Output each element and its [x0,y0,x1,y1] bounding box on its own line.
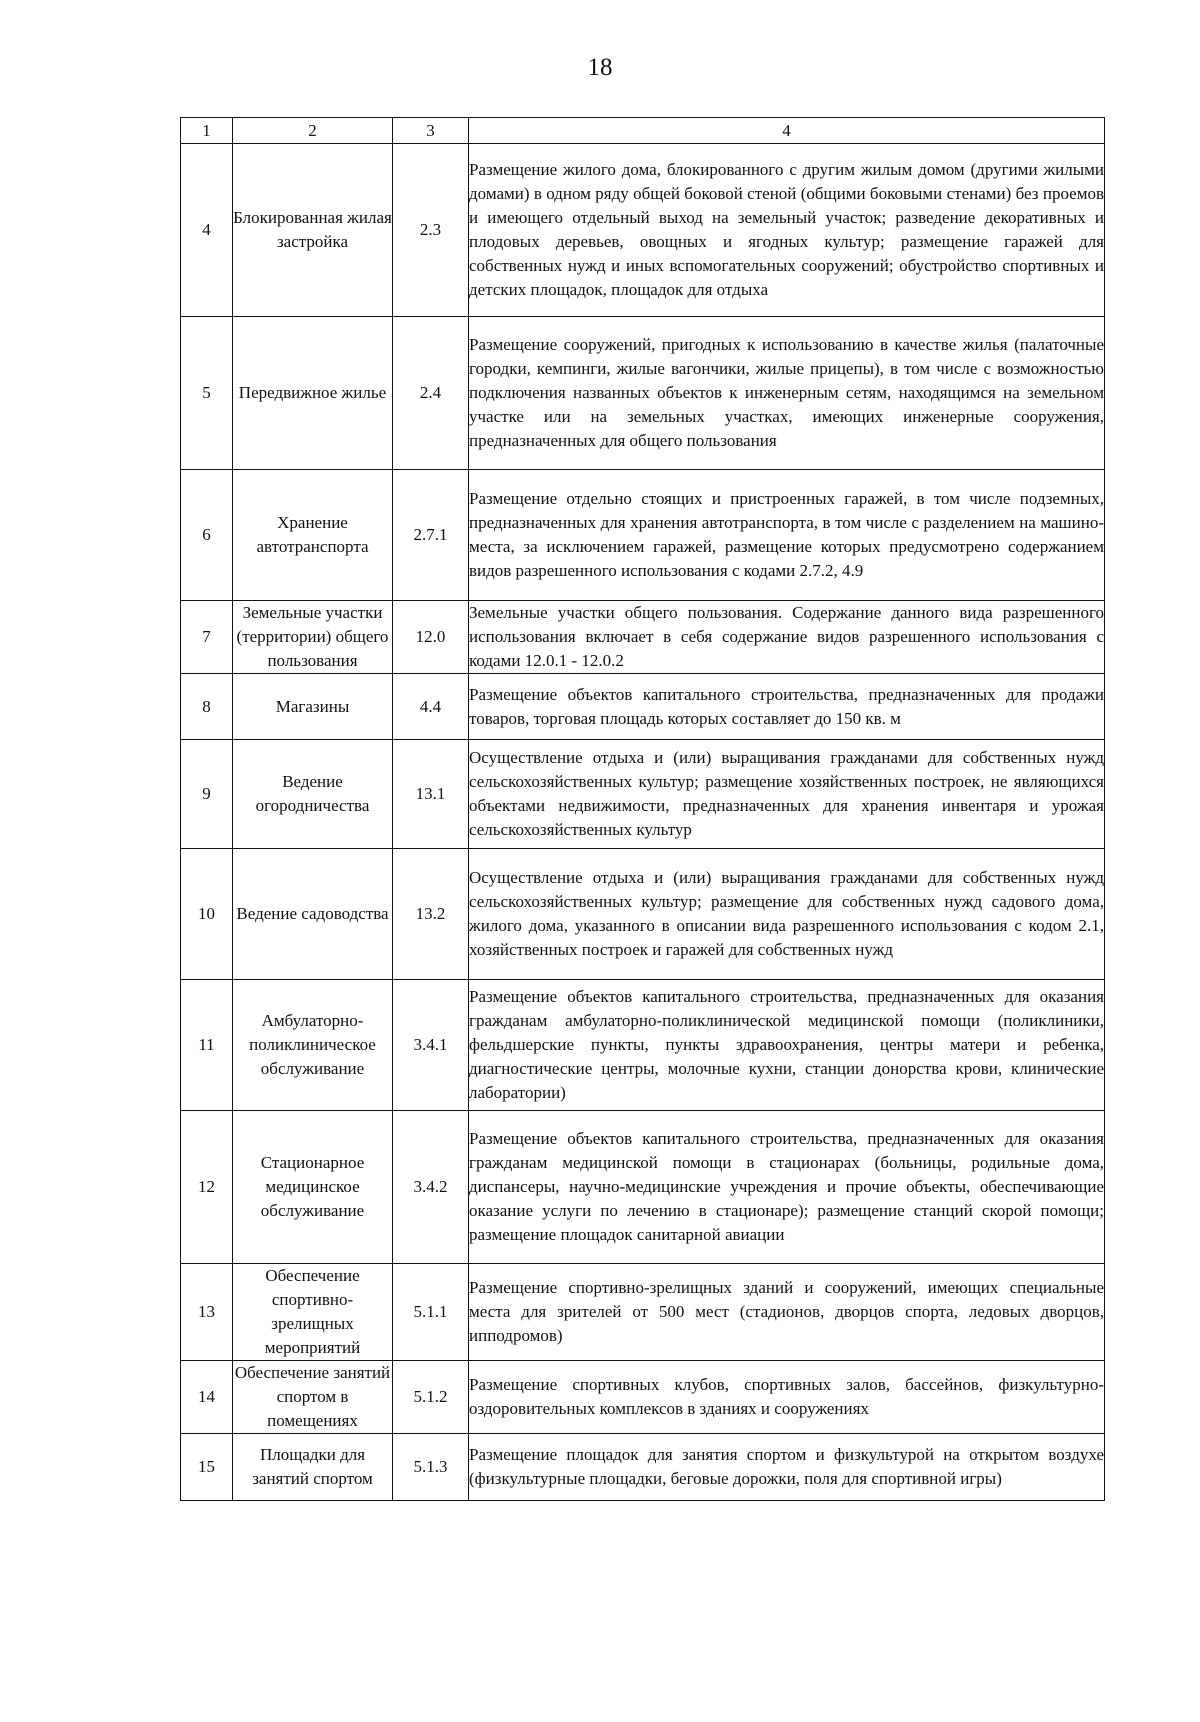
header-cell-2: 2 [233,118,393,144]
use-description: Размещение отдельно стоящих и пристроенных гаражей, в том числе подземных, предназначенных для хранения автотранспорта, в том числе с разделением на машино-места, за исключением гаражей, размещение которых предусмотрено содержанием видов разрешенного использования с кодами 2.7.2, 4.9 [469,470,1105,601]
use-code: 5.1.3 [393,1434,469,1501]
row-number: 6 [181,470,233,601]
use-code: 3.4.2 [393,1111,469,1264]
table-row [181,144,1105,317]
row-number: 4 [181,144,233,317]
use-name: Амбулаторно-поликлиническое обслуживание [233,980,393,1111]
use-code: 13.1 [393,740,469,849]
use-name: Площадки для занятий спортом [233,1434,393,1501]
use-code: 4.4 [393,674,469,740]
use-code: 3.4.1 [393,980,469,1111]
use-code: 13.2 [393,849,469,980]
use-name: Передвижное жилье [233,317,393,470]
table-row [181,849,1105,980]
table-row [181,1361,1105,1434]
use-name: Земельные участки (территории) общего пользования [233,601,393,674]
row-number: 5 [181,317,233,470]
row-number: 13 [181,1264,233,1361]
table-row [181,1264,1105,1361]
header-cell-4: 4 [469,118,1105,144]
page-number: 18 [587,54,613,81]
use-description: Размещение объектов капитального строительства, предназначенных для оказания гражданам амбулаторно-поликлинической медицинской помощи (поликлиники, фельдшерские пункты, пункты здравоохранения, центры матери и ребенка, диагностические центры, молочные кухни, станции донорства крови, клинические лаборатории) [469,980,1105,1111]
use-name: Ведение огородничества [233,740,393,849]
use-name: Хранение автотранспорта [233,470,393,601]
table-row [181,317,1105,470]
use-code: 5.1.1 [393,1264,469,1361]
use-description: Размещение спортивно-зрелищных зданий и сооружений, имеющих специальные места для зрителей от 500 мест (стадионов, дворцов спорта, ледовых дворцов, ипподромов) [469,1264,1105,1361]
table-header-row [181,118,1105,144]
use-name: Стационарное медицинское обслуживание [233,1111,393,1264]
header-cell-3: 3 [393,118,469,144]
row-number: 11 [181,980,233,1111]
use-description: Размещение спортивных клубов, спортивных залов, бассейнов, физкультурно-оздоровительных комплексов в зданиях и сооружениях [469,1361,1105,1434]
use-code: 12.0 [393,601,469,674]
use-description: Размещение жилого дома, блокированного с другим жилым домом (другими жилыми домами) в одном ряду общей боковой стеной (общими боковыми стенами) без проемов и имеющего отдельный выход на земельный участок; разведение декоративных и плодовых деревьев, овощных и ягодных культур; размещение гаражей для собственных нужд и иных вспомогательных сооружений; обустройство спортивных и детских площадок, площадок для отдыха [469,144,1105,317]
table-row [181,1434,1105,1501]
row-number: 12 [181,1111,233,1264]
use-description: Размещение объектов капитального строительства, предназначенных для оказания гражданам медицинской помощи в стационарах (больницы, родильные дома, диспансеры, научно-медицинские учреждения и прочие объекты, обеспечивающие оказание услуги по лечению в стационаре); размещение станций скорой помощи; размещение площадок санитарной авиации [469,1111,1105,1264]
table-row [181,740,1105,849]
land-use-table [180,117,1105,1501]
use-code: 5.1.2 [393,1361,469,1434]
use-name: Обеспечение спортивно-зрелищных мероприятий [233,1264,393,1361]
use-code: 2.3 [393,144,469,317]
use-description: Осуществление отдыха и (или) выращивания гражданами для собственных нужд сельскохозяйственных культур; размещение для собственных нужд садового дома, жилого дома, указанного в описании вида разрешенного использования с кодом 2.1, хозяйственных построек и гаражей для собственных нужд [469,849,1105,980]
row-number: 15 [181,1434,233,1501]
table-row [181,674,1105,740]
header-cell-1: 1 [181,118,233,144]
row-number: 8 [181,674,233,740]
use-name: Магазины [233,674,393,740]
use-description: Земельные участки общего пользования. Содержание данного вида разрешенного использования включает в себя содержание видов разрешенного использования с кодами 12.0.1 - 12.0.2 [469,601,1105,674]
row-number: 10 [181,849,233,980]
use-name: Ведение садоводства [233,849,393,980]
use-name: Блокированная жилая застройка [233,144,393,317]
row-number: 7 [181,601,233,674]
table-row [181,1111,1105,1264]
use-description: Размещение сооружений, пригодных к использованию в качестве жилья (палаточные городки, кемпинги, жилые вагончики, жилые прицепы), в том числе с возможностью подключения названных объектов к инженерным сетям, находящимся на земельном участке или на земельных участках, имеющих инженерные сооружения, предназначенных для общего пользования [469,317,1105,470]
use-code: 2.7.1 [393,470,469,601]
row-number: 9 [181,740,233,849]
use-description: Осуществление отдыха и (или) выращивания гражданами для собственных нужд сельскохозяйственных культур; размещение хозяйственных построек, не являющихся объектами недвижимости, предназначенных для хранения инвентаря и урожая сельскохозяйственных культур [469,740,1105,849]
table-row [181,980,1105,1111]
use-description: Размещение объектов капитального строительства, предназначенных для продажи товаров, торговая площадь которых составляет до 150 кв. м [469,674,1105,740]
table-row [181,601,1105,674]
use-name: Обеспечение занятий спортом в помещениях [233,1361,393,1434]
use-description: Размещение площадок для занятия спортом и физкультурой на открытом воздухе (физкультурные площадки, беговые дорожки, поля для спортивной игры) [469,1434,1105,1501]
table-row [181,470,1105,601]
row-number: 14 [181,1361,233,1434]
use-code: 2.4 [393,317,469,470]
